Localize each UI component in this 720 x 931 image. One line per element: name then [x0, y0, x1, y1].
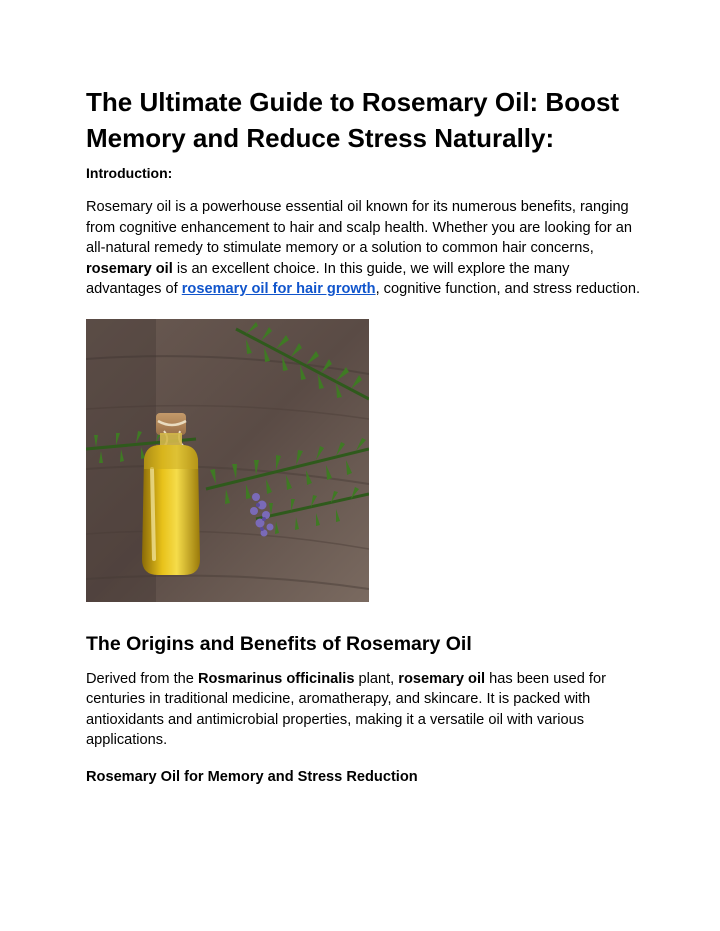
intro-bold-rosemary-oil: rosemary oil	[86, 260, 173, 277]
origins-text-1: Derived from the	[86, 670, 198, 687]
document-page	[86, 84, 646, 787]
intro-heading: Introduction:	[86, 165, 173, 181]
intro-text-3: , cognitive function, and stress reduction.	[375, 281, 641, 297]
rosemary-oil-hair-growth-link[interactable]: rosemary oil for hair growth	[181, 281, 376, 297]
origins-text-2: plant,	[354, 670, 399, 687]
intro-text-2: is an excellent choice. In this guide, we will explore the many advantages of	[86, 260, 570, 297]
intro-text-1: Rosemary oil is a powerhouse essential oil known for its numerous benefits, ranging from cognitive enhancement to hair and scalp health. Whether you are looking for an all-natural remedy to stimulate memory or a solution to common hair concerns,	[86, 199, 632, 256]
memory-stress-subheading: Rosemary Oil for Memory and Stress Reduction	[86, 768, 418, 785]
intro-paragraph	[86, 197, 646, 300]
origins-bold-rosemary-oil: rosemary oil	[398, 670, 486, 687]
origins-paragraph	[86, 669, 646, 751]
rosemary-oil-photo	[86, 319, 369, 602]
origins-bold-rosmarinus: Rosmarinus officinalis	[197, 670, 355, 687]
origins-text-3: has been used for centuries in traditional medicine, aromatherapy, and skincare. It is packed with antioxidants and antimicrobial properties, making it a versatile oil with various applications.	[86, 670, 606, 748]
origins-benefits-heading: The Origins and Benefits of Rosemary Oil	[86, 632, 472, 655]
article-title: The Ultimate Guide to Rosemary Oil: Boost Memory and Reduce Stress Naturally:	[86, 87, 620, 153]
